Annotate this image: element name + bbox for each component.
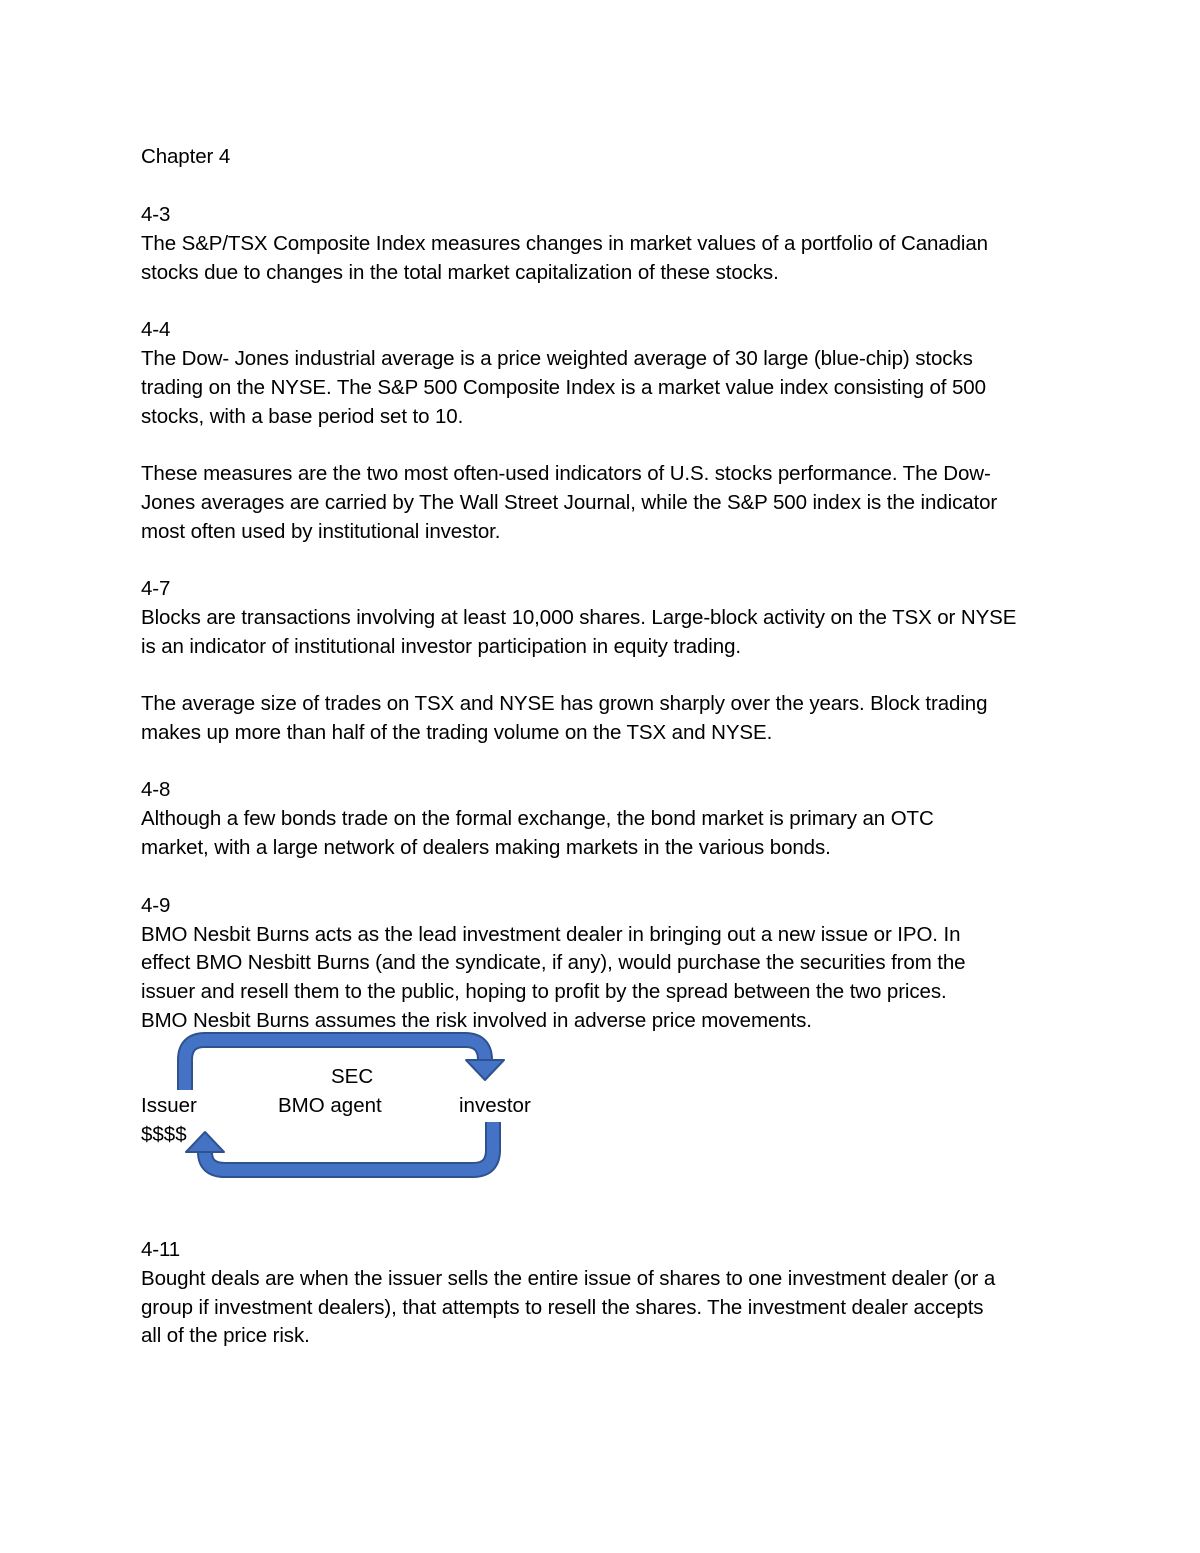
section-heading-4-11: 4-11 [141, 1238, 181, 1261]
text-line: all of the price risk. [141, 1324, 310, 1347]
text-line: market, with a large network of dealers making markets in the various bonds. [141, 836, 831, 859]
text-line: The average size of trades on TSX and NYSE has grown sharply over the years. Block trading [141, 692, 988, 715]
text-line: Bought deals are when the issuer sells the entire issue of shares to one investment dealer (or a [141, 1267, 996, 1290]
text-line: stocks, with a base period set to 10. [141, 405, 464, 428]
section-heading-4-7: 4-7 [141, 577, 171, 600]
text-line: Although a few bonds trade on the formal exchange, the bond market is primary an OTC [141, 807, 934, 830]
text-line: issuer and resell them to the public, hoping to profit by the spread between the two prices. [141, 980, 947, 1003]
text-line: is an indicator of institutional investor participation in equity trading. [141, 635, 741, 658]
text-line: group if investment dealers), that attempts to resell the shares. The investment dealer accepts [141, 1296, 984, 1319]
text-line: most often used by institutional investor. [141, 520, 501, 543]
text-line: trading on the NYSE. The S&P 500 Composite Index is a market value index consisting of 500 [141, 376, 986, 399]
text-line: BMO Nesbit Burns acts as the lead investment dealer in bringing out a new issue or IPO. In [141, 923, 961, 946]
text-line: Blocks are transactions involving at least 10,000 shares. Large-block activity on the TSX or NYSE [141, 606, 1017, 629]
diagram-label-money: $$$$ [141, 1123, 187, 1146]
section-heading-4-3: 4-3 [141, 203, 171, 226]
text-line: The S&P/TSX Composite Index measures changes in market values of a portfolio of Canadian [141, 232, 988, 255]
diagram-label-issuer: Issuer [141, 1094, 197, 1117]
diagram-label-bmo-agent: BMO agent [278, 1094, 382, 1117]
chapter-title: Chapter 4 [141, 145, 231, 168]
section-heading-4-9: 4-9 [141, 894, 171, 917]
top-arrowhead-icon [466, 1060, 504, 1080]
text-line: stocks due to changes in the total market capitalization of these stocks. [141, 261, 779, 284]
text-line: Jones averages are carried by The Wall Street Journal, while the S&P 500 index is the indicator [141, 491, 998, 514]
section-heading-4-8: 4-8 [141, 778, 171, 801]
bottom-arrowhead-icon [186, 1132, 224, 1152]
text-line: The Dow- Jones industrial average is a price weighted average of 30 large (blue-chip) stocks [141, 347, 973, 370]
text-line: effect BMO Nesbitt Burns (and the syndicate, if any), would purchase the securities from the [141, 951, 966, 974]
text-line: makes up more than half of the trading volume on the TSX and NYSE. [141, 721, 773, 744]
diagram-label-sec: SEC [331, 1065, 374, 1088]
flow-diagram [130, 1030, 550, 1190]
diagram-label-investor: investor [459, 1094, 531, 1117]
text-line: BMO Nesbit Burns assumes the risk involved in adverse price movements. [141, 1009, 812, 1032]
text-line: These measures are the two most often-used indicators of U.S. stocks performance. The Dow- [141, 462, 991, 485]
bottom-curved-arrow-icon [205, 1122, 493, 1170]
section-heading-4-4: 4-4 [141, 318, 171, 341]
